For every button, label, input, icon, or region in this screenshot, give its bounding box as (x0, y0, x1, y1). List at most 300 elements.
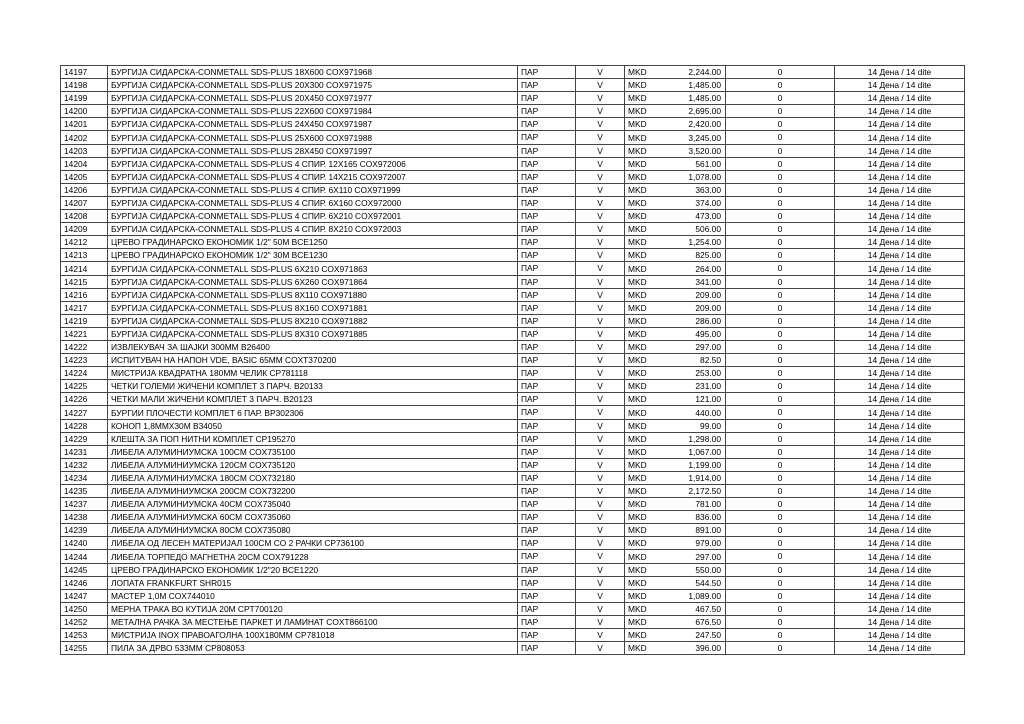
item-code: 14203 (61, 144, 108, 157)
unit-cell: ПАР (518, 170, 576, 183)
v-cell: V (576, 563, 625, 576)
item-code: 14219 (61, 314, 108, 327)
unit-cell: ПАР (518, 563, 576, 576)
v-cell: V (576, 131, 625, 144)
unit-cell: ПАР (518, 340, 576, 353)
delivery-cell: 14 Дена / 14 dite (835, 354, 965, 367)
delivery-cell: 14 Дена / 14 dite (835, 602, 965, 615)
item-name: БУРГИЈА СИДАРСКА-CONMETALL SDS-PLUS 20X450 COX971977 (108, 92, 518, 105)
quantity-cell: 0 (726, 157, 835, 170)
unit-cell: ПАР (518, 511, 576, 524)
item-code: 14226 (61, 393, 108, 406)
v-cell: V (576, 340, 625, 353)
unit-cell: ПАР (518, 131, 576, 144)
table-row (61, 550, 965, 563)
delivery-cell: 14 Дена / 14 dite (835, 66, 965, 79)
unit-cell: ПАР (518, 301, 576, 314)
item-name: ЛИБЕЛА АЛУМИНИУМСКА 80CM COX735080 (108, 524, 518, 537)
currency-cell: MKD (625, 380, 655, 393)
price-cell: 836.00 (655, 511, 726, 524)
table-row (61, 393, 965, 406)
unit-cell: ПАР (518, 157, 576, 170)
item-name: БУРГИЈА СИДАРСКА-CONMETALL SDS-PLUS 6X210 COX971863 (108, 262, 518, 275)
currency-cell: MKD (625, 367, 655, 380)
delivery-cell: 14 Дена / 14 dite (835, 210, 965, 223)
price-cell: 297.00 (655, 550, 726, 563)
currency-cell: MKD (625, 157, 655, 170)
price-cell: 341.00 (655, 275, 726, 288)
unit-cell: ПАР (518, 236, 576, 249)
currency-cell: MKD (625, 66, 655, 79)
delivery-cell: 14 Дена / 14 dite (835, 236, 965, 249)
delivery-cell: 14 Дена / 14 dite (835, 314, 965, 327)
item-code: 14245 (61, 563, 108, 576)
v-cell: V (576, 524, 625, 537)
delivery-cell: 14 Дена / 14 dite (835, 537, 965, 550)
quantity-cell: 0 (726, 210, 835, 223)
price-cell: 506.00 (655, 223, 726, 236)
quantity-cell: 0 (726, 196, 835, 209)
delivery-cell: 14 Дена / 14 dite (835, 485, 965, 498)
currency-cell: MKD (625, 262, 655, 275)
item-name: МИСТРИЈА КВАДРАТНА 180ММ ЧЕЛИК CP781118 (108, 367, 518, 380)
currency-cell: MKD (625, 236, 655, 249)
currency-cell: MKD (625, 576, 655, 589)
v-cell: V (576, 498, 625, 511)
item-name: ЛИБЕЛА АЛУМИНИУМСКА 180CM COX732180 (108, 471, 518, 484)
price-list-table (60, 65, 965, 655)
item-code: 14250 (61, 602, 108, 615)
item-name: ЛИБЕЛА АЛУМИНИУМСКА 40CM COX735040 (108, 498, 518, 511)
v-cell: V (576, 275, 625, 288)
item-name: БУРГИЈА СИДАРСКА-CONMETALL SDS-PLUS 28X450 COX971997 (108, 144, 518, 157)
currency-cell: MKD (625, 131, 655, 144)
quantity-cell: 0 (726, 105, 835, 118)
v-cell: V (576, 223, 625, 236)
item-code: 14229 (61, 432, 108, 445)
item-name: БУРГИЈА СИДАРСКА-CONMETALL SDS-PLUS 6X260 COX971864 (108, 275, 518, 288)
currency-cell: MKD (625, 393, 655, 406)
unit-cell: ПАР (518, 485, 576, 498)
price-cell: 1,485.00 (655, 92, 726, 105)
quantity-cell: 0 (726, 340, 835, 353)
unit-cell: ПАР (518, 367, 576, 380)
table-row (61, 66, 965, 79)
item-code: 14237 (61, 498, 108, 511)
currency-cell: MKD (625, 275, 655, 288)
delivery-cell: 14 Дена / 14 dite (835, 131, 965, 144)
item-name: МИСТРИЈА INOX ПРАВОАГОЛНА 100X180ММ CP781018 (108, 629, 518, 642)
item-name: БУРГИЈА СИДАРСКА-CONMETALL SDS-PLUS 8X110 COX971880 (108, 288, 518, 301)
v-cell: V (576, 144, 625, 157)
price-cell: 781.00 (655, 498, 726, 511)
table-row (61, 602, 965, 615)
quantity-cell: 0 (726, 66, 835, 79)
item-code: 14240 (61, 537, 108, 550)
item-code: 14227 (61, 406, 108, 419)
unit-cell: ПАР (518, 419, 576, 432)
currency-cell: MKD (625, 498, 655, 511)
v-cell: V (576, 602, 625, 615)
table-row (61, 118, 965, 131)
table-row (61, 314, 965, 327)
item-name: БУРГИЈА СИДАРСКА-CONMETALL SDS-PLUS 8X310 COX971885 (108, 327, 518, 340)
price-cell: 99.00 (655, 419, 726, 432)
currency-cell: MKD (625, 432, 655, 445)
currency-cell: MKD (625, 144, 655, 157)
price-cell: 209.00 (655, 288, 726, 301)
unit-cell: ПАР (518, 314, 576, 327)
unit-cell: ПАР (518, 615, 576, 628)
quantity-cell: 0 (726, 131, 835, 144)
v-cell: V (576, 92, 625, 105)
table-row (61, 406, 965, 419)
currency-cell: MKD (625, 615, 655, 628)
item-code: 14209 (61, 223, 108, 236)
unit-cell: ПАР (518, 262, 576, 275)
quantity-cell: 0 (726, 236, 835, 249)
unit-cell: ПАР (518, 576, 576, 589)
currency-cell: MKD (625, 327, 655, 340)
item-name: ПИЛА ЗА ДРВО 533ММ CP808053 (108, 642, 518, 655)
item-code: 14204 (61, 157, 108, 170)
quantity-cell: 0 (726, 170, 835, 183)
item-code: 14224 (61, 367, 108, 380)
item-name: ИЗВЛЕКУВАЧ ЗА ШАЈКИ 300ММ B26400 (108, 340, 518, 353)
item-name: КОНОП 1,8ММX30М B34050 (108, 419, 518, 432)
quantity-cell: 0 (726, 458, 835, 471)
table-row (61, 223, 965, 236)
item-name: БУРГИИ ПЛОЧЕСТИ КОМПЛЕТ 6 ПАР. BP302306 (108, 406, 518, 419)
table-row (61, 471, 965, 484)
quantity-cell: 0 (726, 432, 835, 445)
quantity-cell: 0 (726, 629, 835, 642)
v-cell: V (576, 445, 625, 458)
delivery-cell: 14 Дена / 14 dite (835, 629, 965, 642)
unit-cell: ПАР (518, 642, 576, 655)
price-cell: 121.00 (655, 393, 726, 406)
price-cell: 2,172.50 (655, 485, 726, 498)
quantity-cell: 0 (726, 576, 835, 589)
v-cell: V (576, 118, 625, 131)
item-name: ЛИБЕЛА АЛУМИНИУМСКА 100CM COX735100 (108, 445, 518, 458)
delivery-cell: 14 Дена / 14 dite (835, 157, 965, 170)
price-cell: 2,420.00 (655, 118, 726, 131)
quantity-cell: 0 (726, 288, 835, 301)
item-name: БУРГИЈА СИДАРСКА-CONMETALL SDS-PLUS 18X600 COX971968 (108, 66, 518, 79)
v-cell: V (576, 432, 625, 445)
price-cell: 209.00 (655, 301, 726, 314)
price-cell: 1,089.00 (655, 589, 726, 602)
item-code: 14221 (61, 327, 108, 340)
currency-cell: MKD (625, 210, 655, 223)
delivery-cell: 14 Дена / 14 dite (835, 183, 965, 196)
unit-cell: ПАР (518, 445, 576, 458)
v-cell: V (576, 210, 625, 223)
v-cell: V (576, 314, 625, 327)
price-cell: 247.50 (655, 629, 726, 642)
table-row (61, 340, 965, 353)
item-code: 14199 (61, 92, 108, 105)
item-name: ЛИБЕЛА АЛУМИНИУМСКА 60CM COX735060 (108, 511, 518, 524)
table-row (61, 524, 965, 537)
delivery-cell: 14 Дена / 14 dite (835, 550, 965, 563)
table-row (61, 236, 965, 249)
delivery-cell: 14 Дена / 14 dite (835, 511, 965, 524)
v-cell: V (576, 550, 625, 563)
item-code: 14234 (61, 471, 108, 484)
currency-cell: MKD (625, 223, 655, 236)
currency-cell: MKD (625, 170, 655, 183)
unit-cell: ПАР (518, 380, 576, 393)
v-cell: V (576, 393, 625, 406)
table-row (61, 288, 965, 301)
quantity-cell: 0 (726, 367, 835, 380)
price-cell: 550.00 (655, 563, 726, 576)
table-row (61, 458, 965, 471)
price-cell: 1,078.00 (655, 170, 726, 183)
delivery-cell: 14 Дена / 14 dite (835, 105, 965, 118)
table-row (61, 589, 965, 602)
currency-cell: MKD (625, 340, 655, 353)
table-row (61, 367, 965, 380)
quantity-cell: 0 (726, 615, 835, 628)
delivery-cell: 14 Дена / 14 dite (835, 563, 965, 576)
currency-cell: MKD (625, 485, 655, 498)
quantity-cell: 0 (726, 511, 835, 524)
table-row (61, 183, 965, 196)
v-cell: V (576, 157, 625, 170)
price-cell: 396.00 (655, 642, 726, 655)
quantity-cell: 0 (726, 393, 835, 406)
v-cell: V (576, 249, 625, 262)
item-name: КЛЕШТА ЗА ПОП НИТНИ КОМПЛЕТ CP195270 (108, 432, 518, 445)
table-row (61, 537, 965, 550)
quantity-cell: 0 (726, 485, 835, 498)
table-row (61, 642, 965, 655)
price-cell: 676.50 (655, 615, 726, 628)
item-code: 14206 (61, 183, 108, 196)
v-cell: V (576, 380, 625, 393)
item-code: 14212 (61, 236, 108, 249)
currency-cell: MKD (625, 92, 655, 105)
item-code: 14198 (61, 79, 108, 92)
item-name: БУРГИЈА СИДАРСКА-CONMETALL SDS-PLUS 25X600 COX971988 (108, 131, 518, 144)
price-cell: 231.00 (655, 380, 726, 393)
quantity-cell: 0 (726, 262, 835, 275)
item-name: МАСТЕР 1,0М COX744010 (108, 589, 518, 602)
unit-cell: ПАР (518, 406, 576, 419)
price-cell: 825.00 (655, 249, 726, 262)
unit-cell: ПАР (518, 183, 576, 196)
table-row (61, 485, 965, 498)
quantity-cell: 0 (726, 406, 835, 419)
v-cell: V (576, 327, 625, 340)
price-cell: 979.00 (655, 537, 726, 550)
price-cell: 3,245.00 (655, 131, 726, 144)
quantity-cell: 0 (726, 92, 835, 105)
item-name: БУРГИЈА СИДАРСКА-CONMETALL SDS-PLUS 4 СПИР. 6X160 COX972000 (108, 196, 518, 209)
unit-cell: ПАР (518, 537, 576, 550)
price-cell: 297.00 (655, 340, 726, 353)
currency-cell: MKD (625, 445, 655, 458)
item-code: 14202 (61, 131, 108, 144)
v-cell: V (576, 471, 625, 484)
price-cell: 82.50 (655, 354, 726, 367)
table-row (61, 432, 965, 445)
delivery-cell: 14 Дена / 14 dite (835, 249, 965, 262)
unit-cell: ПАР (518, 524, 576, 537)
item-code: 14235 (61, 485, 108, 498)
item-code: 14214 (61, 262, 108, 275)
table-row (61, 196, 965, 209)
item-name: БУРГИЈА СИДАРСКА-CONMETALL SDS-PLUS 4 СПИР. 12X165 COX972006 (108, 157, 518, 170)
unit-cell: ПАР (518, 550, 576, 563)
quantity-cell: 0 (726, 144, 835, 157)
item-code: 14252 (61, 615, 108, 628)
table-row (61, 354, 965, 367)
price-cell: 363.00 (655, 183, 726, 196)
unit-cell: ПАР (518, 66, 576, 79)
delivery-cell: 14 Дена / 14 dite (835, 367, 965, 380)
item-name: ЛИБЕЛА ОД ЛЕСЕН МАТЕРИЈАЛ 100CM CO 2 РАЧКИ CP736100 (108, 537, 518, 550)
price-cell: 1,485.00 (655, 79, 726, 92)
price-cell: 3,520.00 (655, 144, 726, 157)
unit-cell: ПАР (518, 210, 576, 223)
table-row (61, 301, 965, 314)
delivery-cell: 14 Дена / 14 dite (835, 144, 965, 157)
price-cell: 2,244.00 (655, 66, 726, 79)
quantity-cell: 0 (726, 249, 835, 262)
price-cell: 374.00 (655, 196, 726, 209)
unit-cell: ПАР (518, 327, 576, 340)
currency-cell: MKD (625, 537, 655, 550)
v-cell: V (576, 236, 625, 249)
item-name: ИСПИТУВАЧ НА НАПОН VDE, BASIC 65ММ COXT370200 (108, 354, 518, 367)
unit-cell: ПАР (518, 393, 576, 406)
item-code: 14200 (61, 105, 108, 118)
item-code: 14201 (61, 118, 108, 131)
table-row (61, 79, 965, 92)
table-row (61, 511, 965, 524)
v-cell: V (576, 354, 625, 367)
quantity-cell: 0 (726, 642, 835, 655)
quantity-cell: 0 (726, 275, 835, 288)
item-name: ЦРЕВО ГРАДИНАРСКО ЕКОНОМИК 1/2" 30М BCE1230 (108, 249, 518, 262)
table-row (61, 498, 965, 511)
item-name: МЕТАЛНА РАЧКА ЗА МЕСТЕЊЕ ПАРКЕТ И ЛАМИНАТ COXT866100 (108, 615, 518, 628)
table-row (61, 445, 965, 458)
price-cell: 561.00 (655, 157, 726, 170)
table-row (61, 92, 965, 105)
item-name: ЦРЕВО ГРАДИНАРСКО ЕКОНОМИК 1/2"20 BCE1220 (108, 563, 518, 576)
item-code: 14228 (61, 419, 108, 432)
price-cell: 1,298.00 (655, 432, 726, 445)
item-name: ЛИБЕЛА АЛУМИНИУМСКА 120CM COX735120 (108, 458, 518, 471)
delivery-cell: 14 Дена / 14 dite (835, 301, 965, 314)
v-cell: V (576, 79, 625, 92)
delivery-cell: 14 Дена / 14 dite (835, 589, 965, 602)
item-code: 14255 (61, 642, 108, 655)
item-name: БУРГИЈА СИДАРСКА-CONMETALL SDS-PLUS 8X160 COX971881 (108, 301, 518, 314)
item-code: 14216 (61, 288, 108, 301)
unit-cell: ПАР (518, 196, 576, 209)
unit-cell: ПАР (518, 432, 576, 445)
price-cell: 440.00 (655, 406, 726, 419)
item-name: ЧЕТКИ ГОЛЕМИ ЖИЧЕНИ КОМПЛЕТ 3 ПАРЧ. B20133 (108, 380, 518, 393)
quantity-cell: 0 (726, 118, 835, 131)
price-cell: 544.50 (655, 576, 726, 589)
price-cell: 1,914.00 (655, 471, 726, 484)
item-code: 14205 (61, 170, 108, 183)
item-code: 14225 (61, 380, 108, 393)
item-code: 14239 (61, 524, 108, 537)
delivery-cell: 14 Дена / 14 dite (835, 576, 965, 589)
unit-cell: ПАР (518, 288, 576, 301)
quantity-cell: 0 (726, 79, 835, 92)
delivery-cell: 14 Дена / 14 dite (835, 327, 965, 340)
delivery-cell: 14 Дена / 14 dite (835, 170, 965, 183)
unit-cell: ПАР (518, 105, 576, 118)
item-code: 14231 (61, 445, 108, 458)
item-code: 14253 (61, 629, 108, 642)
table-row (61, 380, 965, 393)
item-name: БУРГИЈА СИДАРСКА-CONMETALL SDS-PLUS 24X450 COX971987 (108, 118, 518, 131)
currency-cell: MKD (625, 249, 655, 262)
delivery-cell: 14 Дена / 14 dite (835, 615, 965, 628)
currency-cell: MKD (625, 511, 655, 524)
currency-cell: MKD (625, 419, 655, 432)
unit-cell: ПАР (518, 223, 576, 236)
v-cell: V (576, 170, 625, 183)
table-row (61, 327, 965, 340)
currency-cell: MKD (625, 642, 655, 655)
v-cell: V (576, 642, 625, 655)
currency-cell: MKD (625, 471, 655, 484)
item-name: ЦРЕВО ГРАДИНАРСКО ЕКОНОМИК 1/2" 50М BCE1250 (108, 236, 518, 249)
item-code: 14215 (61, 275, 108, 288)
unit-cell: ПАР (518, 354, 576, 367)
delivery-cell: 14 Дена / 14 dite (835, 118, 965, 131)
delivery-cell: 14 Дена / 14 dite (835, 380, 965, 393)
item-name: БУРГИЈА СИДАРСКА-CONMETALL SDS-PLUS 4 СПИР. 14X215 COX972007 (108, 170, 518, 183)
quantity-cell: 0 (726, 445, 835, 458)
v-cell: V (576, 301, 625, 314)
table-row (61, 563, 965, 576)
v-cell: V (576, 485, 625, 498)
table-row (61, 615, 965, 628)
delivery-cell: 14 Дена / 14 dite (835, 79, 965, 92)
item-name: БУРГИЈА СИДАРСКА-CONMETALL SDS-PLUS 22X600 COX971984 (108, 105, 518, 118)
table-row (61, 105, 965, 118)
v-cell: V (576, 589, 625, 602)
delivery-cell: 14 Дена / 14 dite (835, 288, 965, 301)
unit-cell: ПАР (518, 629, 576, 642)
delivery-cell: 14 Дена / 14 dite (835, 471, 965, 484)
item-name: ЧЕТКИ МАЛИ ЖИЧЕНИ КОМПЛЕТ 3 ПАРЧ. B20123 (108, 393, 518, 406)
delivery-cell: 14 Дена / 14 dite (835, 432, 965, 445)
delivery-cell: 14 Дена / 14 dite (835, 642, 965, 655)
table-row (61, 419, 965, 432)
v-cell: V (576, 367, 625, 380)
item-code: 14213 (61, 249, 108, 262)
item-name: МЕРНА ТРАКА ВО КУТИЈА 20М CPT700120 (108, 602, 518, 615)
item-code: 14222 (61, 340, 108, 353)
unit-cell: ПАР (518, 458, 576, 471)
table-row (61, 157, 965, 170)
quantity-cell: 0 (726, 537, 835, 550)
price-cell: 891.00 (655, 524, 726, 537)
